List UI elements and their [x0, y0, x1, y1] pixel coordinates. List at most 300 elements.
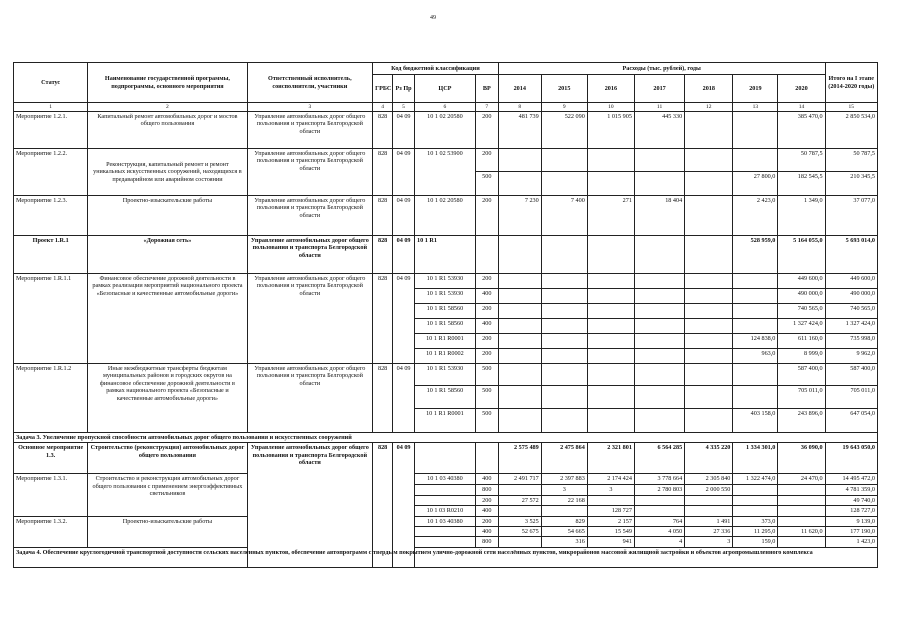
value-cell [498, 274, 541, 289]
value-cell: 2 575 489 [498, 443, 541, 474]
value-cell [498, 334, 541, 349]
value-cell: 4 [634, 537, 684, 547]
value-cell [778, 537, 825, 547]
value-cell: 1 327 424,0 [825, 319, 877, 334]
value-cell: 4 050 [634, 527, 684, 537]
value-cell [733, 289, 778, 304]
hdr-year: 2018 [685, 75, 733, 103]
value-cell: 829 [541, 516, 587, 526]
name-cell: Проектно-изыскательские работы [88, 516, 247, 547]
value-cell [498, 506, 541, 516]
csr-cell: 10 1 R1 53930 [415, 289, 476, 304]
hdr-year: 2014 [498, 75, 541, 103]
value-cell: 2 174 424 [587, 474, 634, 485]
value-cell: 2 157 [587, 516, 634, 526]
value-cell: 1 491 [685, 516, 733, 526]
value-cell [498, 364, 541, 386]
value-cell [685, 349, 733, 364]
table-row [14, 274, 878, 289]
value-cell [685, 495, 733, 505]
value-cell [733, 506, 778, 516]
task-heading: Задача 3. Увеличение пропускной способности автомобильных дорог общего пользования и искусственных сооружений [14, 433, 878, 443]
value-cell: 647 054,0 [825, 409, 877, 433]
col-num: 8 [498, 103, 541, 112]
executor-cell: Управление автомобильных дорог общего пользования и транспорта Белгородской области [247, 443, 373, 567]
value-cell [541, 506, 587, 516]
vr-cell: 200 [475, 334, 498, 349]
value-cell: 4 335 220 [685, 443, 733, 474]
vr-cell: 200 [475, 149, 498, 172]
rzpr-cell: 04 09 [393, 236, 415, 274]
col-num: 13 [733, 103, 778, 112]
value-cell [541, 364, 587, 386]
value-cell: 271 [587, 196, 634, 236]
value-cell [541, 319, 587, 334]
table-row [14, 112, 878, 149]
csr-cell: 10 1 R1 R0001 [415, 409, 476, 433]
vr-cell: 200 [475, 196, 498, 236]
value-cell [587, 319, 634, 334]
value-cell: 403 158,0 [733, 409, 778, 433]
vr-cell: 400 [475, 319, 498, 334]
task-heading: Задача 4. Обеспечение круглогодичной транспортной доступности сельских населенных пунктов, обеспечение автопрограмм с твердым покрытием улично-дорожной сети населённых пунктов, микрорайонов массовой жилищной застройки и объектов агропромышленного комплекса [14, 547, 878, 567]
value-cell: 522 090 [541, 112, 587, 149]
status-cell: Основное мероприятие 1.3. [14, 443, 88, 474]
value-cell [634, 409, 684, 433]
hdr-expenses: Расходы (тыс. рублей), годы [498, 63, 825, 75]
col-num: 2 [88, 103, 247, 112]
value-cell: 2 491 717 [498, 474, 541, 485]
value-cell [498, 319, 541, 334]
value-cell: 1 423,0 [825, 537, 877, 547]
value-cell: 182 545,5 [778, 172, 825, 196]
value-cell [498, 386, 541, 409]
value-cell [634, 334, 684, 349]
value-cell: 3 [685, 537, 733, 547]
value-cell: 1 322 474,0 [733, 474, 778, 485]
vr-cell: 200 [475, 304, 498, 319]
value-cell [778, 516, 825, 526]
csr-cell: 10 1 02 53900 [415, 149, 476, 196]
status-cell: Мероприятие 1.R.1.2 [14, 364, 88, 433]
table-row [14, 516, 878, 526]
value-cell [685, 196, 733, 236]
csr-cell: 10 1 02 20580 [415, 196, 476, 236]
column-numbers-row [14, 103, 878, 112]
value-cell [498, 304, 541, 319]
vr-cell: 200 [475, 349, 498, 364]
value-cell: 1 334 301,0 [733, 443, 778, 474]
value-cell: 7 400 [541, 196, 587, 236]
executor-cell: Управление автомобильных дорог общего пользования и транспорта Белгородской области [247, 274, 373, 364]
value-cell: 128 727,0 [825, 506, 877, 516]
hdr-csr: ЦСР [415, 75, 476, 103]
value-cell: 764 [634, 516, 684, 526]
value-cell: 27 336 [685, 527, 733, 537]
status-cell: Мероприятие 1.2.3. [14, 196, 88, 236]
hdr-rzpr: Рз Пр [393, 75, 415, 103]
value-cell: 27 572 [498, 495, 541, 505]
value-cell: 24 470,0 [778, 474, 825, 485]
value-cell [541, 386, 587, 409]
value-cell: 2 305 840 [685, 474, 733, 485]
csr-cell [415, 527, 476, 537]
col-num: 7 [475, 103, 498, 112]
csr-cell: 10 1 R1 58560 [415, 304, 476, 319]
value-cell: 740 565,0 [825, 304, 877, 319]
page-number: 49 [430, 15, 436, 21]
value-cell [541, 349, 587, 364]
vr-cell: 400 [475, 474, 498, 485]
executor-cell: Управление автомобильных дорог общего пользования и транспорта Белгородской области [247, 112, 373, 149]
value-cell [498, 289, 541, 304]
value-cell [685, 506, 733, 516]
value-cell: 2 850 534,0 [825, 112, 877, 149]
value-cell [587, 334, 634, 349]
value-cell [733, 304, 778, 319]
value-cell: 528 959,0 [733, 236, 778, 274]
value-cell: 449 600,0 [778, 274, 825, 289]
col-num: 10 [587, 103, 634, 112]
hdr-budget-code: Код бюджетной классификации [373, 63, 499, 75]
csr-cell [415, 485, 476, 495]
value-cell [685, 334, 733, 349]
value-cell: 5 693 014,0 [825, 236, 877, 274]
name-cell: Финансовое обеспечение дорожной деятельности в рамках реализации мероприятий национального проекта «Безопасные и качественные автомобильные дороги» [88, 274, 247, 364]
col-num: 6 [415, 103, 476, 112]
csr-cell: 10 1 R1 58560 [415, 319, 476, 334]
value-cell [685, 304, 733, 319]
value-cell: 2 423,0 [733, 196, 778, 236]
col-num: 3 [247, 103, 373, 112]
vr-cell: 200 [475, 516, 498, 526]
value-cell [541, 289, 587, 304]
value-cell: 2 780 803 [634, 485, 684, 495]
value-cell [634, 349, 684, 364]
vr-cell [475, 236, 498, 274]
table-row [14, 149, 878, 172]
grbs-cell: 828 [373, 364, 393, 433]
value-cell [541, 236, 587, 274]
value-cell: 5 164 055,0 [778, 236, 825, 274]
value-cell: 243 896,0 [778, 409, 825, 433]
value-cell: 52 675 [498, 527, 541, 537]
value-cell [634, 274, 684, 289]
value-cell: 705 011,0 [778, 386, 825, 409]
value-cell [634, 289, 684, 304]
col-num: 14 [778, 103, 825, 112]
csr-cell [415, 495, 476, 505]
value-cell: 490 000,0 [825, 289, 877, 304]
value-cell: 316 [541, 537, 587, 547]
value-cell [733, 112, 778, 149]
value-cell [498, 149, 541, 172]
value-cell: 3 778 664 [634, 474, 684, 485]
value-cell [498, 172, 541, 196]
value-cell: 449 600,0 [825, 274, 877, 289]
hdr-year: 2017 [634, 75, 684, 103]
csr-cell [415, 537, 476, 547]
vr-cell: 500 [475, 172, 498, 196]
table-row [14, 547, 878, 567]
value-cell [587, 364, 634, 386]
value-cell [685, 409, 733, 433]
csr-cell: 10 1 02 20580 [415, 112, 476, 149]
value-cell [587, 236, 634, 274]
hdr-program: Наименование государственной программы, подпрограммы, основного мероприятия [88, 63, 247, 103]
grbs-cell: 828 [373, 112, 393, 149]
value-cell: 9 962,0 [825, 349, 877, 364]
csr-cell: 10 1 R1 [415, 236, 476, 274]
value-cell [541, 172, 587, 196]
value-cell: 611 160,0 [778, 334, 825, 349]
value-cell: 210 345,5 [825, 172, 877, 196]
vr-cell: 500 [475, 364, 498, 386]
value-cell [685, 149, 733, 172]
table-row [14, 236, 878, 274]
hdr-grbs: ГРБС [373, 75, 393, 103]
value-cell [733, 495, 778, 505]
hdr-year: 2015 [541, 75, 587, 103]
value-cell [685, 172, 733, 196]
vr-cell: 200 [475, 495, 498, 505]
value-cell [778, 495, 825, 505]
csr-cell: 10 1 R1 R0001 [415, 334, 476, 349]
value-cell: 587 400,0 [778, 364, 825, 386]
value-cell: 963,0 [733, 349, 778, 364]
value-cell [634, 506, 684, 516]
hdr-year: 2016 [587, 75, 634, 103]
vr-cell: 400 [475, 527, 498, 537]
value-cell: 3 525 [498, 516, 541, 526]
executor-cell: Управление автомобильных дорог общего пользования и транспорта Белгородской области [247, 236, 373, 274]
value-cell: 22 168 [541, 495, 587, 505]
value-cell: 2 000 550 [685, 485, 733, 495]
status-cell: Мероприятие 1.R.1.1 [14, 274, 88, 364]
value-cell: 37 077,0 [825, 196, 877, 236]
value-cell [634, 149, 684, 172]
vr-cell: 500 [475, 386, 498, 409]
status-cell: Проект 1.R.1 [14, 236, 88, 274]
value-cell [733, 274, 778, 289]
grbs-cell: 828 [373, 236, 393, 274]
value-cell [685, 236, 733, 274]
value-cell: 445 330 [634, 112, 684, 149]
value-cell: 587 400,0 [825, 364, 877, 386]
vr-cell: 200 [475, 274, 498, 289]
executor-cell: Управление автомобильных дорог общего пользования и транспорта Белгородской области [247, 149, 373, 196]
hdr-status: Статус [14, 63, 88, 103]
value-cell: 15 549 [587, 527, 634, 537]
hdr-year: 2020 [778, 75, 825, 103]
value-cell: 50 787,5 [778, 149, 825, 172]
value-cell [498, 236, 541, 274]
rzpr-cell: 04 09 [393, 196, 415, 236]
table-row [14, 474, 878, 485]
vr-cell: 400 [475, 289, 498, 304]
csr-cell: 10 1 R1 58560 [415, 386, 476, 409]
grbs-cell: 828 [373, 149, 393, 196]
value-cell [733, 386, 778, 409]
col-num: 15 [825, 103, 877, 112]
csr-cell: 10 1 R1 53930 [415, 364, 476, 386]
vr-cell [475, 443, 498, 474]
value-cell [587, 495, 634, 505]
value-cell: 1 015 905 [587, 112, 634, 149]
col-num: 9 [541, 103, 587, 112]
value-cell: 18 404 [634, 196, 684, 236]
hdr-vr: ВР [475, 75, 498, 103]
value-cell [587, 172, 634, 196]
value-cell: 740 565,0 [778, 304, 825, 319]
value-cell: 1 349,0 [778, 196, 825, 236]
value-cell [587, 289, 634, 304]
rzpr-cell: 04 09 [393, 274, 415, 364]
rzpr-cell: 04 09 [393, 443, 415, 567]
value-cell [733, 319, 778, 334]
csr-cell: 10 1 R1 R0002 [415, 349, 476, 364]
budget-table [13, 62, 878, 568]
vr-cell: 500 [475, 409, 498, 433]
value-cell: 4 781 359,0 [825, 485, 877, 495]
value-cell: 54 665 [541, 527, 587, 537]
grbs-cell: 828 [373, 274, 393, 364]
table-row [14, 196, 878, 236]
value-cell [634, 172, 684, 196]
table-row [14, 443, 878, 474]
hdr-total: Итого на I этапе (2014-2020 годы) [825, 63, 877, 103]
value-cell [634, 319, 684, 334]
grbs-cell: 828 [373, 443, 393, 567]
vr-cell: 200 [475, 112, 498, 149]
table-row [14, 364, 878, 386]
grbs-cell: 828 [373, 196, 393, 236]
value-cell: 36 090,0 [778, 443, 825, 474]
value-cell: 8 999,0 [778, 349, 825, 364]
vr-cell: 800 [475, 485, 498, 495]
hdr-executor: Ответственный исполнитель, соисполнители, участники [247, 63, 373, 103]
name-cell: Строительство и реконструкция автомобильных дорог общего пользования с применением энергоэффективных светильников [88, 474, 247, 516]
value-cell [541, 274, 587, 289]
name-cell: «Дорожная сеть» [88, 236, 247, 274]
value-cell [587, 149, 634, 172]
value-cell [685, 319, 733, 334]
status-cell: Мероприятие 1.2.2. [14, 149, 88, 196]
value-cell: 1 327 424,0 [778, 319, 825, 334]
value-cell [634, 304, 684, 319]
status-cell: Мероприятие 1.2.1. [14, 112, 88, 149]
rzpr-cell: 04 09 [393, 364, 415, 433]
value-cell: 11 620,0 [778, 527, 825, 537]
col-num: 5 [393, 103, 415, 112]
name-cell: Реконструкция, капитальный ремонт и ремонт уникальных искусственных сооружений, находящихся в предаварийном или аварийном состоянии [88, 149, 247, 196]
col-num: 4 [373, 103, 393, 112]
value-cell: 14 495 472,0 [825, 474, 877, 485]
value-cell [498, 409, 541, 433]
value-cell [587, 274, 634, 289]
value-cell: 481 739 [498, 112, 541, 149]
value-cell: 373,0 [733, 516, 778, 526]
csr-cell: 10 1 03 40380 [415, 474, 476, 485]
rzpr-cell: 04 09 [393, 149, 415, 196]
value-cell [778, 506, 825, 516]
value-cell: 177 190,0 [825, 527, 877, 537]
value-cell: 128 727 [587, 506, 634, 516]
name-cell: Капитальный ремонт автомобильных дорог и мостов общего пользования [88, 112, 247, 149]
csr-cell: 10 1 R1 53930 [415, 274, 476, 289]
value-cell: 735 998,0 [825, 334, 877, 349]
col-num: 12 [685, 103, 733, 112]
value-cell [541, 334, 587, 349]
csr-cell: 10 1 03 R0210 [415, 506, 476, 516]
value-cell: 19 643 050,0 [825, 443, 877, 474]
value-cell [541, 149, 587, 172]
value-cell [733, 485, 778, 495]
rzpr-cell: 04 09 [393, 112, 415, 149]
value-cell: 50 787,5 [825, 149, 877, 172]
value-cell [541, 304, 587, 319]
value-cell: 124 838,0 [733, 334, 778, 349]
value-cell [634, 495, 684, 505]
status-cell: Мероприятие 1.3.2. [14, 516, 88, 547]
value-cell [778, 485, 825, 495]
name-cell: Проектно-изыскательские работы [88, 196, 247, 236]
value-cell: 11 295,0 [733, 527, 778, 537]
value-cell [685, 112, 733, 149]
value-cell: 385 470,0 [778, 112, 825, 149]
value-cell: 2 321 801 [587, 443, 634, 474]
hdr-year: 2019 [733, 75, 778, 103]
value-cell: 2 397 883 [541, 474, 587, 485]
value-cell [498, 485, 541, 495]
value-cell: 2 475 864 [541, 443, 587, 474]
value-cell: 3 [541, 485, 587, 495]
value-cell: 9 139,0 [825, 516, 877, 526]
value-cell [587, 304, 634, 319]
value-cell: 6 564 285 [634, 443, 684, 474]
value-cell: 7 230 [498, 196, 541, 236]
value-cell [733, 149, 778, 172]
value-cell [498, 537, 541, 547]
value-cell [634, 386, 684, 409]
value-cell [634, 364, 684, 386]
value-cell: 490 000,0 [778, 289, 825, 304]
status-cell: Мероприятие 1.3.1. [14, 474, 88, 516]
value-cell: 941 [587, 537, 634, 547]
value-cell [498, 349, 541, 364]
col-num: 11 [634, 103, 684, 112]
value-cell [733, 364, 778, 386]
value-cell [685, 364, 733, 386]
vr-cell: 400 [475, 506, 498, 516]
value-cell [587, 409, 634, 433]
value-cell [587, 349, 634, 364]
executor-cell: Управление автомобильных дорог общего пользования и транспорта Белгородской области [247, 364, 373, 433]
value-cell: 705 011,0 [825, 386, 877, 409]
value-cell: 49 740,0 [825, 495, 877, 505]
csr-cell [415, 443, 476, 474]
value-cell: 159,0 [733, 537, 778, 547]
value-cell [685, 386, 733, 409]
csr-cell: 10 1 03 40380 [415, 516, 476, 526]
value-cell: 27 800,0 [733, 172, 778, 196]
executor-cell: Управление автомобильных дорог общего пользования и транспорта Белгородской области [247, 196, 373, 236]
value-cell: 3 [587, 485, 634, 495]
table-row [14, 433, 878, 443]
col-num: 1 [14, 103, 88, 112]
name-cell: Иные межбюджетные трансферты бюджетам муниципальных районов и городских округов на финансовое обеспечение дорожной деятельности в рамках национального проекта «Безопасные и качественные автомобильные дороги» [88, 364, 247, 433]
value-cell [541, 409, 587, 433]
